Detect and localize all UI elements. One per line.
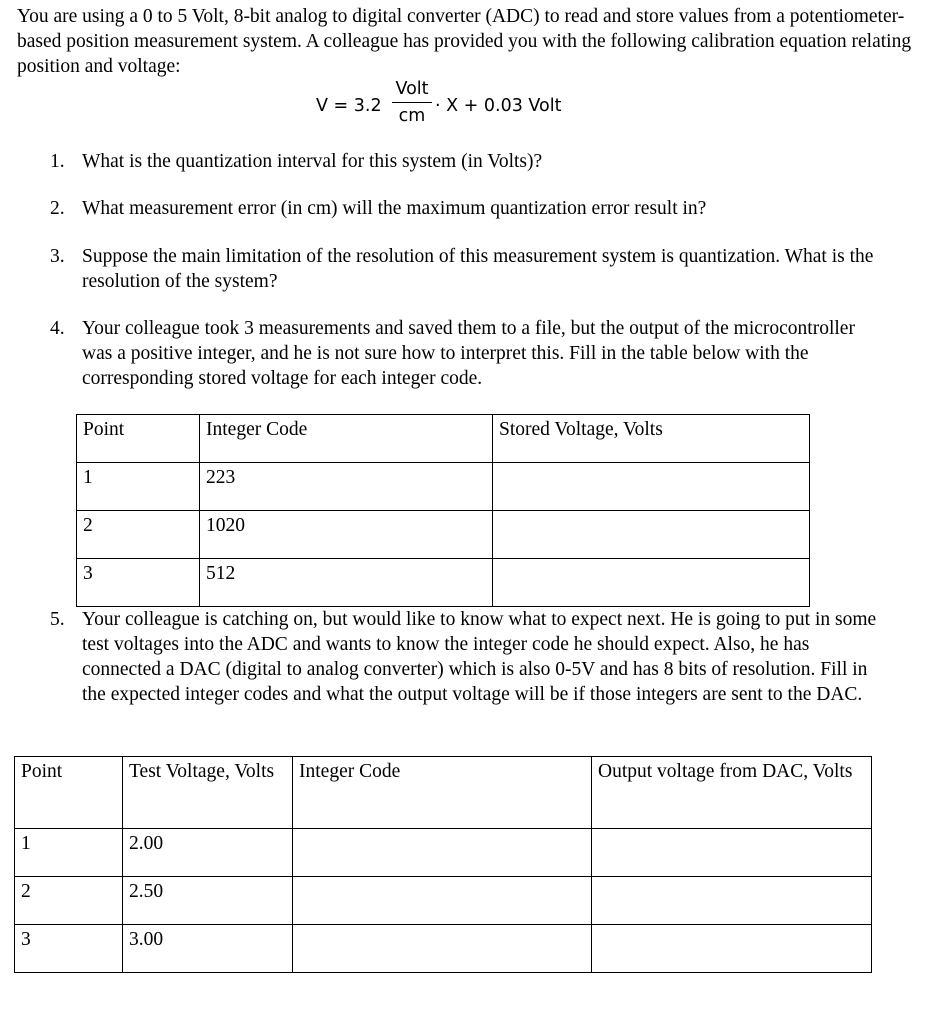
- column-header: Stored Voltage, Volts: [493, 415, 810, 463]
- point-cell: 2: [77, 511, 200, 559]
- equation-numerator: Volt: [395, 79, 429, 99]
- table-header-row: [15, 757, 872, 829]
- table-row: [15, 877, 872, 925]
- stored-voltage-table: [76, 414, 810, 607]
- equation-lhs: V = 3.2: [316, 96, 382, 116]
- table-row: [77, 559, 810, 607]
- point-cell: 1: [15, 829, 123, 877]
- test-voltage-cell: 2.00: [123, 829, 293, 877]
- table-header-row: [77, 415, 810, 463]
- table-row: [77, 511, 810, 559]
- question-text: Suppose the main limitation of the resolution of this measurement system is quantization. What is the resolution of the system?: [82, 246, 874, 292]
- stored-voltage-cell[interactable]: [493, 511, 810, 559]
- column-header: Output voltage from DAC, Volts: [592, 757, 872, 829]
- integer-code-table: [14, 756, 872, 973]
- integer-code-cell: 223: [200, 463, 493, 511]
- equation-denominator: cm: [398, 106, 426, 126]
- point-cell: 1: [77, 463, 200, 511]
- point-cell: 3: [15, 925, 123, 973]
- integer-code-cell[interactable]: [293, 925, 592, 973]
- integer-code-cell[interactable]: [293, 877, 592, 925]
- point-cell: 3: [77, 559, 200, 607]
- dac-output-cell[interactable]: [592, 877, 872, 925]
- test-voltage-cell: 2.50: [123, 877, 293, 925]
- problem-intro: You are using a 0 to 5 Volt, 8-bit analog to digital converter (ADC) to read and store values from a potentiometer-based position measurement system. A colleague has provided you with the following calibration equation relating position and voltage:: [17, 6, 912, 77]
- stored-voltage-cell[interactable]: [493, 559, 810, 607]
- dac-output-cell[interactable]: [592, 925, 872, 973]
- equation-rhs: · X + 0.03 Volt: [435, 96, 562, 116]
- column-header: Test Voltage, Volts: [123, 757, 293, 829]
- column-header: Integer Code: [293, 757, 592, 829]
- question-number: 1.: [50, 151, 65, 172]
- test-voltage-cell: 3.00: [123, 925, 293, 973]
- question-number: 2.: [50, 198, 65, 219]
- question-text: What measurement error (in cm) will the maximum quantization error result in?: [82, 198, 707, 219]
- question-number: 5.: [50, 609, 65, 630]
- table-row: [15, 925, 872, 973]
- question-text: Your colleague took 3 measurements and saved them to a file, but the output of the microcontroller was a positive integer, and he is not sure how to interpret this. Fill in the table below with the corresponding stored voltage for each integer code.: [82, 318, 855, 389]
- integer-code-cell[interactable]: [293, 829, 592, 877]
- question-number: 3.: [50, 246, 65, 267]
- stored-voltage-cell[interactable]: [493, 463, 810, 511]
- equation-fraction: [392, 78, 432, 126]
- question-text: Your colleague is catching on, but would like to know what to expect next. He is going to put in some test voltages into the ADC and wants to know the integer code he should expect. Also, he has connected a DAC (digital to analog converter) which is also 0-5V and has 8 bits of resolution. Fill in the expected integer codes and what the output voltage will be if those integers are sent to the DAC.: [82, 609, 877, 705]
- column-header: Point: [77, 415, 200, 463]
- question-text: What is the quantization interval for this system (in Volts)?: [82, 151, 543, 172]
- calibration-equation: [316, 78, 616, 134]
- fraction-bar: [392, 102, 432, 103]
- integer-code-cell: 1020: [200, 511, 493, 559]
- question-number: 4.: [50, 318, 65, 339]
- column-header: Point: [15, 757, 123, 829]
- point-cell: 2: [15, 877, 123, 925]
- table-row: [77, 463, 810, 511]
- integer-code-cell: 512: [200, 559, 493, 607]
- dac-output-cell[interactable]: [592, 829, 872, 877]
- table-row: [15, 829, 872, 877]
- column-header: Integer Code: [200, 415, 493, 463]
